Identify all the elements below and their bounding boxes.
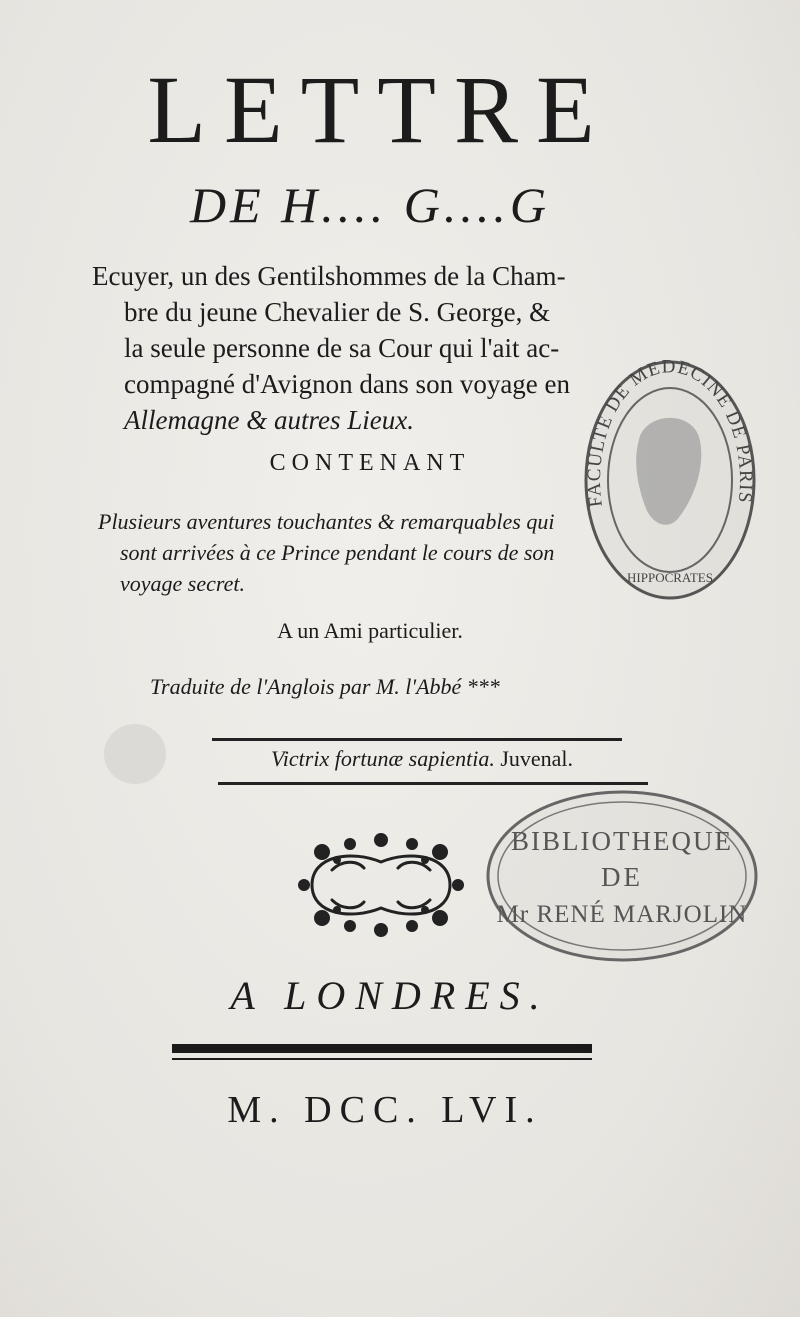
author-line: DE H.... G....G xyxy=(190,177,550,233)
motto-bottom-rule xyxy=(218,782,648,785)
stamp-line-3: Mr RENÉ MARJOLIN xyxy=(496,901,748,928)
stamp-line-2: DE xyxy=(601,862,643,892)
summary-line: Plusieurs aventures touchantes & remarquables qui xyxy=(98,509,555,534)
stamp-line-1: BIBLIOTHEQUE xyxy=(511,826,733,856)
description-line: bre du jeune Chevalier de S. George, & xyxy=(124,297,551,327)
translator-line: Traduite de l'Anglois par M. l'Abbé *** xyxy=(150,674,500,699)
stamp-outer-text: FACULTE DE MEDECINE DE PARIS xyxy=(583,356,757,509)
dedication: A un Ami particulier. xyxy=(277,618,463,643)
contents-summary xyxy=(98,506,650,599)
summary-line: sont arrivées à ce Prince pendant le cours de son xyxy=(120,540,555,565)
heavy-rule xyxy=(172,1044,592,1053)
book-title: LETTRE xyxy=(147,56,613,163)
contents-heading: CONTENANT xyxy=(269,450,471,476)
summary-line: voyage secret. xyxy=(120,571,246,596)
description-line: compagné d'Avignon dans son voyage en xyxy=(124,369,571,399)
stamp-lower-text: HIPPOCRATES xyxy=(627,570,713,585)
floral-ornament-icon xyxy=(292,830,470,940)
motto xyxy=(212,746,632,772)
author-description xyxy=(92,258,652,438)
library-stamp-marjolin xyxy=(484,788,760,964)
publication-date: M. DCC. LVI. xyxy=(227,1089,543,1131)
library-stamp-faculty xyxy=(580,356,760,604)
motto-source: Juvenal. xyxy=(500,746,574,771)
thin-rule xyxy=(172,1058,592,1060)
description-line: Ecuyer, un des Gentilshommes de la Cham- xyxy=(92,261,566,291)
description-line: la seule personne de sa Cour qui l'ait ac- xyxy=(124,333,560,363)
description-line: Allemagne & autres Lieux. xyxy=(124,405,414,435)
motto-quote: Victrix fortunæ sapientia. xyxy=(270,746,495,771)
motto-top-rule xyxy=(212,738,622,741)
ink-blot xyxy=(104,724,166,784)
place-of-publication: A LONDRES. xyxy=(230,973,550,1018)
